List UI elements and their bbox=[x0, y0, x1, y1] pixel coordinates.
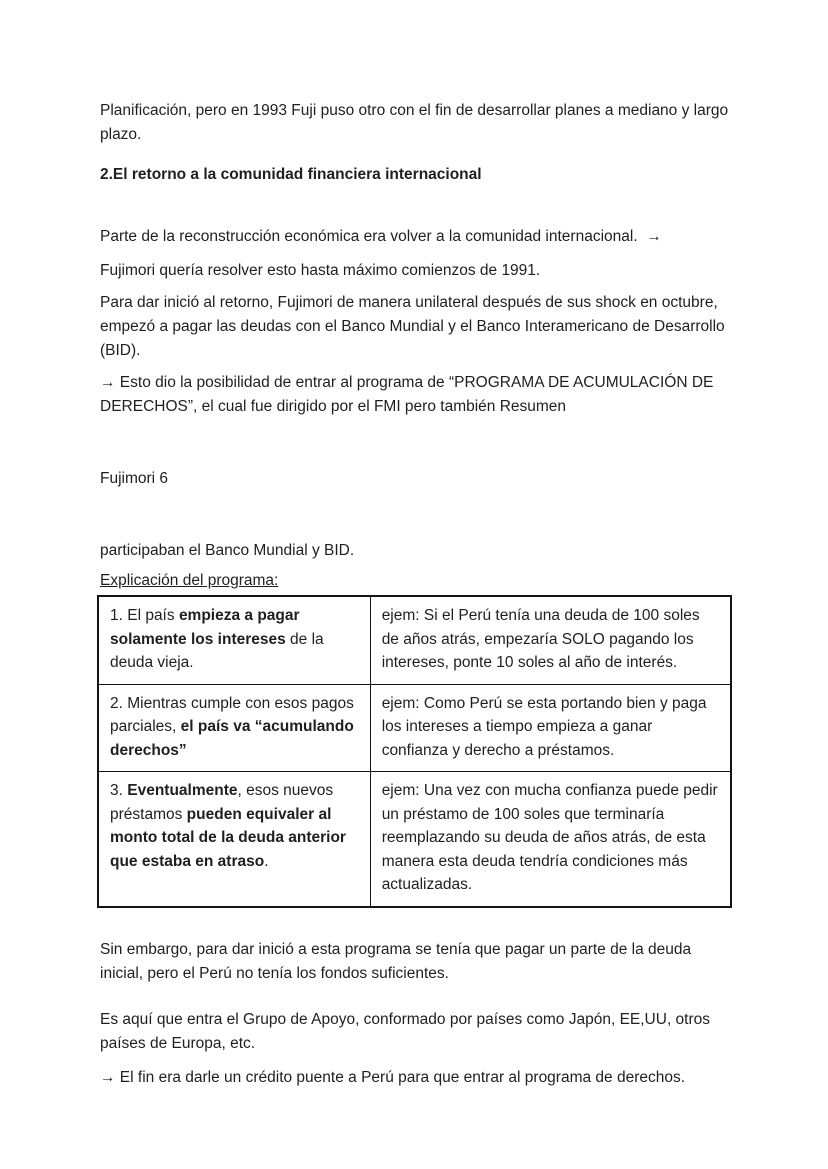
cell-text: de la deuda vieja. bbox=[110, 630, 324, 671]
table-cell-example-1: ejem: Si el Perú tenía una deuda de 100 soles de años atrás, empezaría SOLO pagando los intereses, ponte 10 soles al año de interés. bbox=[370, 596, 731, 684]
cell-text: 3. bbox=[110, 782, 128, 799]
table-cell-step-1 bbox=[98, 596, 370, 684]
program-table bbox=[97, 595, 732, 908]
paragraph-esto-dio: → Esto dio la posibilidad de entrar al programa de “PROGRAMA DE ACUMULACIÓN DE DERECHOS”, el cual fue dirigido por el FMI pero también Resumen bbox=[100, 374, 714, 415]
cell-text-bold: pueden equivaler al monto total de la deuda anterior que estaba en atraso bbox=[110, 805, 346, 870]
paragraph-parte-reconstruccion: Parte de la reconstrucción económica era volver a la comunidad internacional. → bbox=[100, 228, 662, 245]
table-cell-step-2 bbox=[98, 684, 370, 772]
table-title: Explicación del programa: bbox=[100, 572, 279, 589]
cell-text-bold: Eventualmente bbox=[127, 782, 238, 799]
paragraph-para-dar-inicio: Para dar inició al retorno, Fujimori de manera unilateral después de sus shock en octubre, empezó a pagar las deudas con el Banco Mundial y el Banco Interamericano de Desarrollo (BID). bbox=[100, 294, 725, 359]
table-cell-example-2: ejem: Como Perú se esta portando bien y paga los intereses a tiempo empieza a ganar confianza y derecho a préstamos. bbox=[370, 684, 731, 772]
cell-text-bold: empieza a pagar solamente los intereses bbox=[110, 607, 300, 648]
paragraph-participaban: participaban el Banco Mundial y BID. bbox=[100, 542, 355, 559]
paragraph-sin-embargo: Sin embargo, para dar inició a esta programa se tenía que pagar un parte de la deuda inicial, pero el Perú no tenía los fondos suficientes. bbox=[100, 940, 692, 982]
table-row-1 bbox=[98, 596, 731, 684]
table-cell-step-3 bbox=[98, 772, 370, 907]
cell-text: . bbox=[264, 852, 269, 870]
cell-text: 1. El país bbox=[110, 607, 179, 624]
paragraph-el-fin: → El fin era darle un crédito puente a Perú para que entrar al programa de derechos. bbox=[100, 1068, 686, 1086]
page-label: Fujimori 6 bbox=[100, 470, 169, 487]
table-row-2 bbox=[98, 684, 731, 772]
cell-text: 2. Mientras cumple con esos pagos parciales, bbox=[110, 694, 354, 735]
paragraph-es-aqui: Es aquí que entra el Grupo de Apoyo, conformado por países como Japón, EE,UU, otros países de Europa, etc. bbox=[100, 1010, 711, 1052]
cell-text: , esos nuevos préstamos bbox=[110, 782, 334, 823]
table-row-3 bbox=[98, 772, 731, 907]
section-heading: 2.El retorno a la comunidad financiera internacional bbox=[100, 166, 482, 183]
paragraph-planificacion: Planificación, pero en 1993 Fuji puso otro con el fin de desarrollar planes a mediano y largo plazo. bbox=[100, 102, 729, 143]
cell-text-bold: el país va “acumulando derechos” bbox=[110, 718, 354, 759]
paragraph-fujimori-queria: Fujimori quería resolver esto hasta máximo comienzos de 1991. bbox=[100, 262, 541, 279]
table-cell-example-3: ejem: Una vez con mucha confianza puede pedir un préstamo de 100 soles que terminaría reemplazando su deuda de años atrás, de esta manera esta deuda tendría condiciones más actualizadas. bbox=[370, 772, 731, 907]
